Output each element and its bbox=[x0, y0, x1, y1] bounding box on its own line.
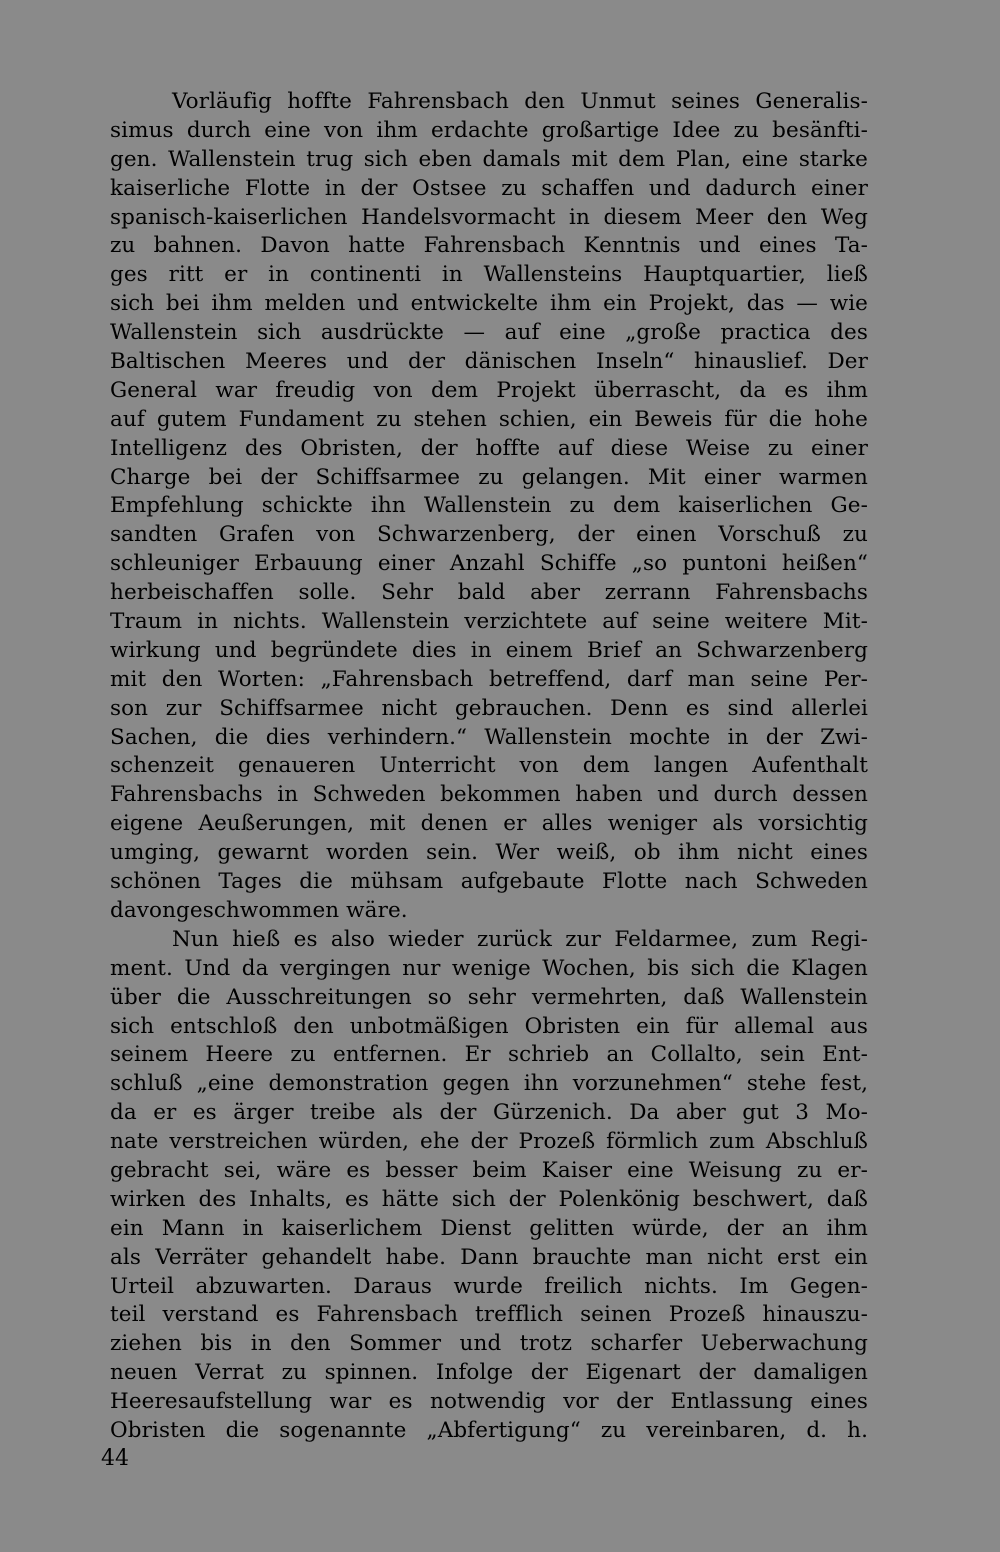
text-line: gen. Wallenstein trug sich eben damals mit dem Plan, eine starke bbox=[110, 146, 868, 172]
text-line: sandten Grafen von Schwarzenberg, der einen Vorschuß zu bbox=[110, 522, 868, 548]
text-line: nate verstreichen würden, ehe der Prozeß förmlich zum Abschluß bbox=[110, 1129, 868, 1155]
text-line: ein Mann in kaiserlichem Dienst gelitten würde, der an ihm bbox=[110, 1215, 868, 1241]
text-line: Baltischen Meeres und der dänischen Inseln“ hinauslief. Der bbox=[110, 349, 868, 375]
text-line: sich bei ihm melden und entwickelte ihm ein Projekt, das — wie bbox=[110, 291, 868, 317]
text-line: ges ritt er in continenti in Wallensteins Hauptquartier, ließ bbox=[110, 262, 868, 288]
text-line: sich entschloß den unbotmäßigen Obristen ein für allemal aus bbox=[110, 1013, 868, 1039]
text-line: auf gutem Fundament zu stehen schien, ein Beweis für die hohe bbox=[110, 406, 868, 432]
text-line: gebracht sei, wäre es besser beim Kaiser eine Weisung zu er- bbox=[110, 1157, 868, 1183]
text-line: neuen Verrat zu spinnen. Infolge der Eigenart der damaligen bbox=[110, 1360, 868, 1386]
text-line: Fahrensbachs in Schweden bekommen haben und durch dessen bbox=[110, 782, 868, 808]
text-line: zu bahnen. Davon hatte Fahrensbach Kenntnis und eines Ta- bbox=[110, 233, 868, 259]
text-line: Charge bei der Schiffsarmee zu gelangen. Mit einer warmen bbox=[110, 464, 868, 490]
text-line: über die Ausschreitungen so sehr vermehrten, daß Wallenstein bbox=[110, 984, 868, 1010]
text-line: ziehen bis in den Sommer und trotz scharfer Ueberwachung bbox=[110, 1331, 868, 1357]
text-line: als Verräter gehandelt habe. Dann brauchte man nicht erst ein bbox=[110, 1244, 868, 1270]
page-number: 44 bbox=[101, 1446, 129, 1471]
text-line: Obristen die sogenannte „Abfertigung“ zu vereinbaren, d. h. bbox=[110, 1417, 868, 1443]
text-line: wirken des Inhalts, es hätte sich der Polenkönig beschwert, daß bbox=[110, 1186, 868, 1212]
text-line: schleuniger Erbauung einer Anzahl Schiffe „so puntoni heißen“ bbox=[110, 551, 868, 577]
text-line: wirkung und begründete dies in einem Brief an Schwarzenberg bbox=[110, 637, 868, 663]
text-line: da er es ärger treibe als der Gürzenich. Da aber gut 3 Mo- bbox=[110, 1100, 868, 1126]
text-line: umging, gewarnt worden sein. Wer weiß, ob ihm nicht eines bbox=[110, 840, 868, 866]
text-line: Urteil abzuwarten. Daraus wurde freilich nichts. Im Gegen- bbox=[110, 1273, 868, 1299]
text-line: Vorläufig hoffte Fahrensbach den Unmut seines Generalis- bbox=[172, 89, 868, 114]
text-line: teil verstand es Fahrensbach trefflich seinen Prozeß hinauszu- bbox=[110, 1302, 868, 1328]
text-line: schönen Tages die mühsam aufgebaute Flotte nach Schweden bbox=[110, 869, 868, 895]
text-line: Empfehlung schickte ihn Wallenstein zu dem kaiserlichen Ge- bbox=[110, 493, 868, 519]
text-line: Traum in nichts. Wallenstein verzichtete auf seine weitere Mit- bbox=[110, 609, 868, 635]
text-line: Intelligenz des Obristen, der hoffte auf diese Weise zu einer bbox=[110, 435, 868, 461]
text-line: General war freudig von dem Projekt überrascht, da es ihm bbox=[110, 377, 868, 403]
text-line: schluß „eine demonstration gegen ihn vorzunehmen“ stehe fest, bbox=[110, 1071, 868, 1097]
text-line: eigene Aeußerungen, mit denen er alles weniger als vorsichtig bbox=[110, 811, 868, 837]
text-line: son zur Schiffsarmee nicht gebrauchen. Denn es sind allerlei bbox=[110, 695, 868, 721]
text-line: mit den Worten: „Fahrensbach betreffend, darf man seine Per- bbox=[110, 666, 868, 692]
text-line: seinem Heere zu entfernen. Er schrieb an Collalto, sein Ent- bbox=[110, 1042, 868, 1068]
text-line: ment. Und da vergingen nur wenige Wochen, bis sich die Klagen bbox=[110, 955, 868, 981]
text-line: Nun hieß es also wieder zurück zur Feldarmee, zum Regi- bbox=[172, 926, 868, 952]
text-line: simus durch eine von ihm erdachte großartige Idee zu besänfti- bbox=[110, 117, 868, 143]
text-line: spanisch-kaiserlichen Handelsvormacht in diesem Meer den Weg bbox=[110, 204, 868, 230]
text-line: schenzeit genaueren Unterricht von dem langen Aufenthalt bbox=[110, 753, 868, 779]
text-line: herbeischaffen solle. Sehr bald aber zerrann Fahrensbachs bbox=[110, 580, 868, 606]
text-line: Sachen, die dies verhindern.“ Wallenstein mochte in der Zwi- bbox=[110, 724, 868, 750]
text-line: kaiserliche Flotte in der Ostsee zu schaffen und dadurch einer bbox=[110, 175, 868, 201]
body-text bbox=[110, 88, 868, 1446]
text-line: davongeschwommen wäre. bbox=[110, 897, 408, 923]
text-line: Wallenstein sich ausdrückte — auf eine „große practica des bbox=[110, 320, 868, 346]
text-line: Heeresaufstellung war es notwendig vor der Entlassung eines bbox=[110, 1389, 868, 1415]
